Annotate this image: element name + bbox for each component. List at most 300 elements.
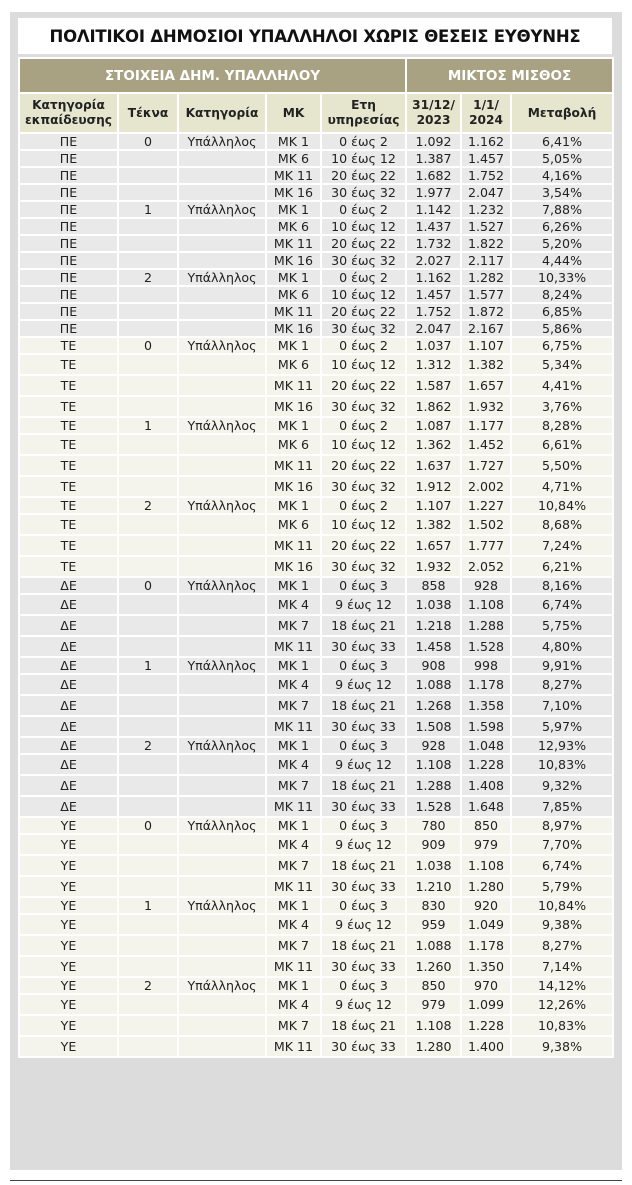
- cell-years: 0 έως 3: [321, 657, 406, 674]
- cell-salary-2023: 1.457: [406, 286, 461, 303]
- cell-children: [118, 303, 178, 320]
- cell-education: ΔΕ: [19, 577, 118, 594]
- table-row: [19, 775, 613, 796]
- cell-mk: ΜΚ 7: [266, 935, 321, 956]
- cell-education: ΥΕ: [19, 994, 118, 1015]
- cell-mk: ΜΚ 7: [266, 775, 321, 796]
- cell-change: 8,97%: [511, 817, 613, 834]
- table-row: [19, 935, 613, 956]
- col-header-mk: ΜΚ: [266, 93, 321, 133]
- cell-children: [118, 695, 178, 716]
- cell-education: ΥΕ: [19, 956, 118, 977]
- cell-mk: ΜΚ 11: [266, 535, 321, 556]
- cell-children: [118, 636, 178, 657]
- cell-salary-2023: 1.637: [406, 455, 461, 476]
- table-row: [19, 252, 613, 269]
- cell-mk: ΜΚ 11: [266, 303, 321, 320]
- cell-mk: ΜΚ 16: [266, 396, 321, 417]
- table-row: [19, 796, 613, 817]
- cell-salary-2024: 1.178: [461, 935, 511, 956]
- cell-mk: ΜΚ 16: [266, 252, 321, 269]
- cell-category: [178, 167, 266, 184]
- cell-salary-2024: 970: [461, 977, 511, 994]
- cell-education: ΥΕ: [19, 935, 118, 956]
- cell-category: Υπάλληλος: [178, 417, 266, 434]
- cell-salary-2024: 1.177: [461, 417, 511, 434]
- table-row: [19, 716, 613, 737]
- cell-category: [178, 636, 266, 657]
- table-row: [19, 201, 613, 218]
- cell-salary-2024: 1.350: [461, 956, 511, 977]
- cell-education: ΤΕ: [19, 455, 118, 476]
- col-header-change: Μεταβολή: [511, 93, 613, 133]
- cell-years: 0 έως 2: [321, 269, 406, 286]
- cell-salary-2024: 1.752: [461, 167, 511, 184]
- table-row: [19, 615, 613, 636]
- cell-mk: ΜΚ 16: [266, 184, 321, 201]
- cell-change: 12,26%: [511, 994, 613, 1015]
- table-row: [19, 337, 613, 354]
- cell-category: [178, 235, 266, 252]
- cell-category: Υπάλληλος: [178, 201, 266, 218]
- cell-years: 20 έως 22: [321, 375, 406, 396]
- cell-change: 7,70%: [511, 834, 613, 855]
- cell-salary-2023: 1.218: [406, 615, 461, 636]
- cell-mk: ΜΚ 1: [266, 817, 321, 834]
- cell-category: Υπάλληλος: [178, 897, 266, 914]
- table-row: [19, 150, 613, 167]
- cell-children: [118, 956, 178, 977]
- cell-education: ΔΕ: [19, 796, 118, 817]
- cell-education: ΠΕ: [19, 252, 118, 269]
- cell-mk: ΜΚ 16: [266, 320, 321, 337]
- cell-years: 0 έως 2: [321, 337, 406, 354]
- cell-category: [178, 994, 266, 1015]
- table-row: [19, 956, 613, 977]
- table-row: [19, 235, 613, 252]
- table-row: [19, 876, 613, 897]
- cell-change: 3,54%: [511, 184, 613, 201]
- cell-years: 18 έως 21: [321, 1015, 406, 1036]
- cell-salary-2024: 1.657: [461, 375, 511, 396]
- cell-salary-2024: 1.282: [461, 269, 511, 286]
- table-row: [19, 455, 613, 476]
- cell-education: ΤΕ: [19, 434, 118, 455]
- cell-education: ΤΕ: [19, 514, 118, 535]
- cell-mk: ΜΚ 1: [266, 201, 321, 218]
- cell-salary-2023: 1.210: [406, 876, 461, 897]
- cell-children: [118, 218, 178, 235]
- cell-salary-2024: 1.280: [461, 876, 511, 897]
- cell-education: ΠΕ: [19, 150, 118, 167]
- cell-years: 18 έως 21: [321, 615, 406, 636]
- group-header-salary: ΜΙΚΤΟΣ ΜΙΣΘΟΣ: [406, 58, 613, 93]
- cell-salary-2024: 1.232: [461, 201, 511, 218]
- table-row: [19, 834, 613, 855]
- cell-children: 2: [118, 737, 178, 754]
- cell-salary-2024: 1.227: [461, 497, 511, 514]
- cell-education: ΔΕ: [19, 716, 118, 737]
- cell-salary-2023: 1.682: [406, 167, 461, 184]
- cell-children: [118, 1036, 178, 1057]
- cell-change: 5,34%: [511, 354, 613, 375]
- cell-salary-2023: 959: [406, 914, 461, 935]
- cell-salary-2023: 1.382: [406, 514, 461, 535]
- cell-change: 7,85%: [511, 796, 613, 817]
- cell-mk: ΜΚ 4: [266, 834, 321, 855]
- cell-category: [178, 396, 266, 417]
- cell-children: [118, 674, 178, 695]
- cell-change: 5,50%: [511, 455, 613, 476]
- cell-education: ΔΕ: [19, 737, 118, 754]
- table-row: [19, 286, 613, 303]
- cell-mk: ΜΚ 1: [266, 337, 321, 354]
- cell-children: [118, 455, 178, 476]
- cell-change: 4,44%: [511, 252, 613, 269]
- cell-mk: ΜΚ 6: [266, 434, 321, 455]
- cell-salary-2024: 850: [461, 817, 511, 834]
- cell-change: 6,41%: [511, 133, 613, 150]
- cell-education: ΠΕ: [19, 184, 118, 201]
- cell-years: 30 έως 33: [321, 956, 406, 977]
- cell-category: [178, 716, 266, 737]
- cell-years: 10 έως 12: [321, 354, 406, 375]
- cell-category: [178, 674, 266, 695]
- cell-children: [118, 994, 178, 1015]
- cell-children: 0: [118, 817, 178, 834]
- cell-salary-2023: 1.268: [406, 695, 461, 716]
- cell-mk: ΜΚ 11: [266, 716, 321, 737]
- table-row: [19, 375, 613, 396]
- cell-category: [178, 320, 266, 337]
- cell-education: ΠΕ: [19, 218, 118, 235]
- cell-mk: ΜΚ 6: [266, 286, 321, 303]
- cell-salary-2024: 1.108: [461, 594, 511, 615]
- cell-education: ΥΕ: [19, 977, 118, 994]
- cell-salary-2023: 1.437: [406, 218, 461, 235]
- cell-mk: ΜΚ 4: [266, 674, 321, 695]
- cell-children: 1: [118, 897, 178, 914]
- table-row: [19, 497, 613, 514]
- col-header-2024: 1/1/ 2024: [461, 93, 511, 133]
- cell-salary-2024: 998: [461, 657, 511, 674]
- cell-mk: ΜΚ 11: [266, 375, 321, 396]
- cell-education: ΤΕ: [19, 396, 118, 417]
- cell-years: 18 έως 21: [321, 855, 406, 876]
- cell-change: 8,27%: [511, 935, 613, 956]
- cell-children: [118, 1015, 178, 1036]
- cell-children: [118, 286, 178, 303]
- cell-salary-2024: 1.108: [461, 855, 511, 876]
- cell-salary-2023: 1.088: [406, 674, 461, 695]
- table-row: [19, 476, 613, 497]
- cell-mk: ΜΚ 1: [266, 497, 321, 514]
- cell-mk: ΜΚ 7: [266, 695, 321, 716]
- cell-children: [118, 935, 178, 956]
- cell-education: ΔΕ: [19, 674, 118, 695]
- table-row: [19, 855, 613, 876]
- col-header-children: Τέκνα: [118, 93, 178, 133]
- cell-salary-2023: 1.108: [406, 754, 461, 775]
- cell-change: 10,83%: [511, 754, 613, 775]
- cell-category: [178, 150, 266, 167]
- cell-mk: ΜΚ 4: [266, 994, 321, 1015]
- cell-children: [118, 252, 178, 269]
- cell-education: ΥΕ: [19, 834, 118, 855]
- cell-change: 8,28%: [511, 417, 613, 434]
- cell-salary-2024: 2.047: [461, 184, 511, 201]
- cell-years: 30 έως 33: [321, 876, 406, 897]
- cell-salary-2023: 1.312: [406, 354, 461, 375]
- cell-category: Υπάλληλος: [178, 133, 266, 150]
- table-row: [19, 1036, 613, 1057]
- cell-category: [178, 252, 266, 269]
- salary-table: [18, 57, 614, 1058]
- cell-change: 5,20%: [511, 235, 613, 252]
- cell-mk: ΜΚ 1: [266, 897, 321, 914]
- table-row: [19, 535, 613, 556]
- cell-years: 20 έως 22: [321, 455, 406, 476]
- cell-years: 30 έως 32: [321, 476, 406, 497]
- cell-years: 0 έως 3: [321, 977, 406, 994]
- cell-salary-2023: 928: [406, 737, 461, 754]
- cell-mk: ΜΚ 6: [266, 218, 321, 235]
- table-row: [19, 994, 613, 1015]
- cell-years: 9 έως 12: [321, 994, 406, 1015]
- cell-salary-2023: 1.107: [406, 497, 461, 514]
- cell-change: 9,38%: [511, 1036, 613, 1057]
- cell-salary-2024: 1.382: [461, 354, 511, 375]
- cell-years: 20 έως 22: [321, 303, 406, 320]
- cell-change: 12,93%: [511, 737, 613, 754]
- cell-education: ΤΕ: [19, 417, 118, 434]
- cell-mk: ΜΚ 16: [266, 476, 321, 497]
- cell-category: [178, 594, 266, 615]
- table-row: [19, 556, 613, 577]
- cell-change: 9,91%: [511, 657, 613, 674]
- cell-years: 30 έως 32: [321, 184, 406, 201]
- group-header-row: [19, 58, 613, 93]
- cell-category: [178, 754, 266, 775]
- cell-children: [118, 320, 178, 337]
- cell-change: 7,10%: [511, 695, 613, 716]
- cell-mk: ΜΚ 1: [266, 133, 321, 150]
- cell-children: 2: [118, 977, 178, 994]
- cell-salary-2024: 1.107: [461, 337, 511, 354]
- cell-category: Υπάλληλος: [178, 269, 266, 286]
- cell-years: 30 έως 32: [321, 320, 406, 337]
- cell-children: [118, 716, 178, 737]
- table-row: [19, 417, 613, 434]
- cell-salary-2023: 830: [406, 897, 461, 914]
- cell-mk: ΜΚ 1: [266, 417, 321, 434]
- cell-children: [118, 434, 178, 455]
- cell-mk: ΜΚ 16: [266, 556, 321, 577]
- cell-years: 0 έως 3: [321, 737, 406, 754]
- cell-children: [118, 150, 178, 167]
- table-row: [19, 914, 613, 935]
- cell-years: 20 έως 22: [321, 535, 406, 556]
- cell-change: 10,83%: [511, 1015, 613, 1036]
- cell-salary-2023: 1.862: [406, 396, 461, 417]
- table-row: [19, 1015, 613, 1036]
- cell-category: [178, 535, 266, 556]
- cell-education: ΔΕ: [19, 695, 118, 716]
- cell-mk: ΜΚ 6: [266, 150, 321, 167]
- cell-salary-2023: 1.260: [406, 956, 461, 977]
- cell-salary-2024: 1.502: [461, 514, 511, 535]
- table-row: [19, 577, 613, 594]
- cell-salary-2024: 1.452: [461, 434, 511, 455]
- cell-children: [118, 476, 178, 497]
- cell-salary-2023: 979: [406, 994, 461, 1015]
- cell-change: 8,16%: [511, 577, 613, 594]
- cell-change: 8,24%: [511, 286, 613, 303]
- cell-salary-2023: 1.087: [406, 417, 461, 434]
- cell-salary-2023: 2.027: [406, 252, 461, 269]
- cell-category: Υπάλληλος: [178, 337, 266, 354]
- cell-salary-2024: 1.358: [461, 695, 511, 716]
- cell-salary-2023: 850: [406, 977, 461, 994]
- table-row: [19, 269, 613, 286]
- col-header-2023: 31/12/ 2023: [406, 93, 461, 133]
- cell-mk: ΜΚ 6: [266, 514, 321, 535]
- cell-salary-2024: 1.648: [461, 796, 511, 817]
- table-row: [19, 218, 613, 235]
- cell-salary-2023: 1.932: [406, 556, 461, 577]
- cell-children: 1: [118, 657, 178, 674]
- cell-years: 18 έως 21: [321, 935, 406, 956]
- cell-salary-2024: 1.457: [461, 150, 511, 167]
- cell-years: 0 έως 2: [321, 417, 406, 434]
- cell-change: 6,74%: [511, 855, 613, 876]
- cell-mk: ΜΚ 4: [266, 914, 321, 935]
- cell-salary-2023: 1.528: [406, 796, 461, 817]
- cell-years: 30 έως 32: [321, 556, 406, 577]
- cell-change: 5,86%: [511, 320, 613, 337]
- table-row: [19, 977, 613, 994]
- cell-category: [178, 1015, 266, 1036]
- cell-category: [178, 796, 266, 817]
- table-row: [19, 657, 613, 674]
- cell-education: ΤΕ: [19, 476, 118, 497]
- cell-category: [178, 615, 266, 636]
- cell-category: [178, 695, 266, 716]
- cell-mk: ΜΚ 11: [266, 455, 321, 476]
- cell-salary-2023: 1.362: [406, 434, 461, 455]
- cell-salary-2024: 928: [461, 577, 511, 594]
- cell-category: [178, 775, 266, 796]
- cell-children: [118, 375, 178, 396]
- cell-change: 4,41%: [511, 375, 613, 396]
- cell-change: 5,79%: [511, 876, 613, 897]
- cell-education: ΠΕ: [19, 235, 118, 252]
- page-title: ΠΟΛΙΤΙΚΟΙ ΔΗΜΟΣΙΟΙ ΥΠΑΛΛΗΛΟΙ ΧΩΡΙΣ ΘΕΣΕΙΣ ΕΥΘΥΝΗΣ: [18, 18, 612, 54]
- cell-salary-2023: 1.752: [406, 303, 461, 320]
- cell-children: [118, 796, 178, 817]
- table-body: [19, 133, 613, 1057]
- cell-category: [178, 556, 266, 577]
- cell-category: [178, 876, 266, 897]
- cell-category: [178, 914, 266, 935]
- cell-salary-2023: 1.092: [406, 133, 461, 150]
- cell-years: 10 έως 12: [321, 150, 406, 167]
- table-row: [19, 695, 613, 716]
- cell-change: 8,68%: [511, 514, 613, 535]
- cell-salary-2024: 2.052: [461, 556, 511, 577]
- cell-years: 9 έως 12: [321, 914, 406, 935]
- cell-years: 10 έως 12: [321, 286, 406, 303]
- cell-mk: ΜΚ 7: [266, 1015, 321, 1036]
- cell-salary-2023: 1.587: [406, 375, 461, 396]
- cell-years: 20 έως 22: [321, 235, 406, 252]
- cell-change: 7,88%: [511, 201, 613, 218]
- cell-salary-2023: 1.088: [406, 935, 461, 956]
- cell-education: ΔΕ: [19, 636, 118, 657]
- cell-education: ΥΕ: [19, 817, 118, 834]
- cell-salary-2023: 1.977: [406, 184, 461, 201]
- cell-years: 10 έως 12: [321, 434, 406, 455]
- cell-education: ΥΕ: [19, 1036, 118, 1057]
- cell-salary-2024: 1.822: [461, 235, 511, 252]
- cell-salary-2024: 1.872: [461, 303, 511, 320]
- cell-education: ΤΕ: [19, 337, 118, 354]
- cell-children: [118, 855, 178, 876]
- table-row: [19, 167, 613, 184]
- cell-change: 5,97%: [511, 716, 613, 737]
- cell-children: 0: [118, 133, 178, 150]
- salary-table-panel: [18, 18, 612, 1058]
- cell-education: ΤΕ: [19, 354, 118, 375]
- table-row: [19, 674, 613, 695]
- table-row: [19, 754, 613, 775]
- cell-change: 4,71%: [511, 476, 613, 497]
- cell-salary-2023: 1.037: [406, 337, 461, 354]
- cell-years: 30 έως 32: [321, 252, 406, 269]
- table-row: [19, 817, 613, 834]
- cell-education: ΤΕ: [19, 535, 118, 556]
- cell-salary-2024: 1.048: [461, 737, 511, 754]
- cell-change: 5,05%: [511, 150, 613, 167]
- cell-children: [118, 754, 178, 775]
- cell-years: 9 έως 12: [321, 834, 406, 855]
- cell-education: ΠΕ: [19, 269, 118, 286]
- cell-education: ΤΕ: [19, 497, 118, 514]
- cell-salary-2024: 979: [461, 834, 511, 855]
- cell-change: 5,75%: [511, 615, 613, 636]
- cell-change: 10,84%: [511, 897, 613, 914]
- cell-salary-2024: 1.228: [461, 754, 511, 775]
- cell-years: 10 έως 12: [321, 218, 406, 235]
- cell-mk: ΜΚ 1: [266, 737, 321, 754]
- table-row: [19, 897, 613, 914]
- cell-education: ΥΕ: [19, 914, 118, 935]
- cell-salary-2023: 1.508: [406, 716, 461, 737]
- cell-salary-2023: 1.387: [406, 150, 461, 167]
- cell-children: 1: [118, 201, 178, 218]
- cell-mk: ΜΚ 6: [266, 354, 321, 375]
- cell-mk: ΜΚ 11: [266, 796, 321, 817]
- cell-change: 10,84%: [511, 497, 613, 514]
- table-row: [19, 396, 613, 417]
- cell-children: [118, 834, 178, 855]
- cell-years: 10 έως 12: [321, 514, 406, 535]
- cell-education: ΠΕ: [19, 201, 118, 218]
- cell-mk: ΜΚ 11: [266, 235, 321, 252]
- cell-category: Υπάλληλος: [178, 977, 266, 994]
- table-row: [19, 320, 613, 337]
- cell-change: 9,32%: [511, 775, 613, 796]
